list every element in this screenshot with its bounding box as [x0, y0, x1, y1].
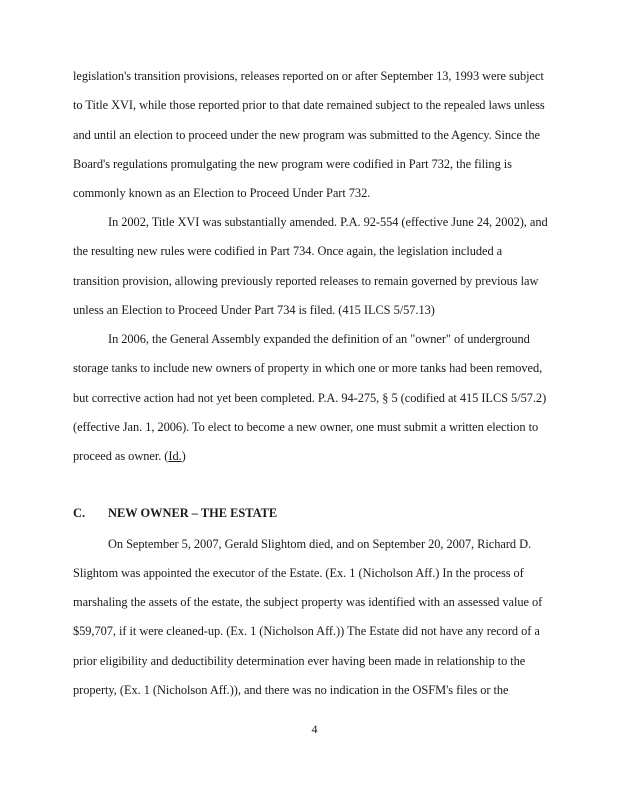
body-line: (effective Jan. 1, 2006). To elect to become a new owner, one must submit a written election to	[73, 420, 539, 434]
body-line: On September 5, 2007, Gerald Slightom died, and on September 20, 2007, Richard D.	[108, 537, 532, 551]
page-number: 4	[311, 722, 318, 736]
body-line: unless an Election to Proceed Under Part 734 is filed. (415 ILCS 5/57.13)	[73, 303, 435, 317]
body-line: the resulting new rules were codified in Part 734. Once again, the legislation included a	[73, 244, 503, 258]
body-line: legislation's transition provisions, releases reported on or after September 13, 1993 were subject	[73, 69, 544, 83]
body-line-citation	[73, 449, 186, 464]
body-line: but corrective action had not yet been completed. P.A. 94-275, § 5 (codified at 415 ILCS 5/57.2)	[73, 391, 547, 405]
body-line: to Title XVI, while those reported prior to that date remained subject to the repealed laws unless	[73, 98, 545, 112]
body-line: In 2006, the General Assembly expanded the definition of an "owner" of underground	[108, 332, 530, 346]
body-line: $59,707, if it were cleaned-up. (Ex. 1 (Nicholson Aff.)) The Estate did not have any record of a	[73, 624, 540, 638]
body-line: Board's regulations promulgating the new program were codified in Part 732, the filing is	[73, 157, 512, 171]
body-line: prior eligibility and deductibility determination ever having been made in relationship to the	[73, 654, 526, 668]
body-line: and until an election to proceed under the new program was submitted to the Agency. Since the	[73, 128, 540, 142]
body-line: In 2002, Title XVI was substantially amended. P.A. 92-554 (effective June 24, 2002), and	[108, 215, 548, 229]
body-line: property, (Ex. 1 (Nicholson Aff.)), and there was no indication in the OSFM's files or the	[73, 683, 509, 697]
body-line: commonly known as an Election to Proceed Under Part 732.	[73, 186, 371, 200]
citation-id: Id.	[168, 449, 182, 463]
section-title: NEW OWNER – THE ESTATE	[108, 506, 278, 520]
body-line: Slightom was appointed the executor of the Estate. (Ex. 1 (Nicholson Aff.) In the process of	[73, 566, 524, 580]
citation-suffix: )	[181, 449, 186, 463]
body-line: marshaling the assets of the estate, the subject property was identified with an assessed value of	[73, 595, 543, 609]
body-line: transition provision, allowing previously reported releases to remain governed by previous law	[73, 274, 539, 288]
section-letter: C.	[73, 506, 86, 520]
body-line: storage tanks to include new owners of property in which one or more tanks had been removed,	[73, 361, 543, 375]
citation-prefix: proceed as owner. (	[73, 449, 169, 463]
